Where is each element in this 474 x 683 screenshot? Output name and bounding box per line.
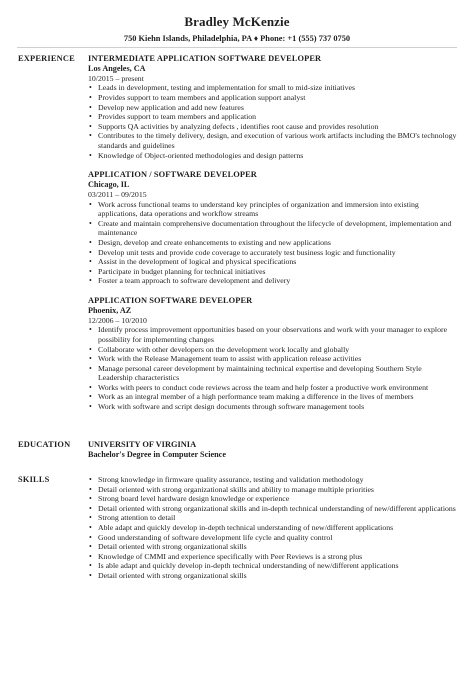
job-entry bbox=[88, 54, 458, 160]
skills-list bbox=[88, 475, 458, 581]
education-heading: EDUCATION bbox=[18, 440, 71, 449]
skill-item: • Detail oriented with strong organizational skills and ability to manage multiple priorities bbox=[88, 485, 458, 495]
job-location: Phoenix, AZ bbox=[88, 305, 132, 315]
job-entry bbox=[88, 170, 458, 286]
job-title: INTERMEDIATE APPLICATION SOFTWARE DEVELOPER bbox=[88, 54, 322, 63]
skill-item: • Detail oriented with strong organizational skills bbox=[88, 571, 458, 581]
skill-item: • Good understanding of software development life cycle and quality control bbox=[88, 533, 458, 543]
job-bullet: • Develop new application and add new features bbox=[88, 103, 458, 113]
skill-item: • Detail oriented with strong organizational skills bbox=[88, 542, 458, 552]
skill-item: • Is able adapt and quickly develop in-depth technical understanding of new/different applications bbox=[88, 561, 458, 571]
job-bullets bbox=[88, 325, 458, 411]
skills-heading: SKILLS bbox=[18, 475, 50, 484]
job-bullet: • Works with peers to conduct code reviews across the team and help foster a productive work environment bbox=[88, 383, 458, 393]
job-entry bbox=[88, 296, 458, 412]
skill-item: • Strong knowledge in firmware quality assurance, testing and validation methodology bbox=[88, 475, 458, 485]
job-bullet: • Develop unit tests and provide code coverage to accurately test business logic and functionality bbox=[88, 248, 458, 258]
job-location: Chicago, IL bbox=[88, 180, 130, 190]
degree-name: Bachelor's Degree in Computer Science bbox=[88, 450, 226, 459]
header-divider bbox=[17, 47, 457, 48]
skill-item: • Strong board level hardware design knowledge or experience bbox=[88, 494, 458, 504]
job-bullet: • Foster a team approach to software development and delivery bbox=[88, 276, 458, 286]
job-bullet: • Supports QA activities by analyzing defects , identifies root cause and provides resolution bbox=[88, 122, 458, 132]
skill-item: • Knowledge of CMMI and experience specifically with Peer Reviews is a strong plus bbox=[88, 552, 458, 562]
experience-body bbox=[88, 54, 458, 412]
job-location: Los Angeles, CA bbox=[88, 64, 146, 73]
contact-line: 750 Kiehn Islands, Philadelphia, PA ♦ Phone: +1 (555) 737 0750 bbox=[123, 34, 351, 43]
job-bullet: • Provides support to team members and application support analyst bbox=[88, 93, 458, 103]
experience-heading: EXPERIENCE bbox=[18, 54, 75, 63]
job-bullets bbox=[88, 83, 458, 160]
education-body bbox=[88, 440, 458, 460]
job-title: APPLICATION / SOFTWARE DEVELOPER bbox=[88, 170, 257, 180]
job-bullet: • Leads in development, testing and implementation for small to mid-size initiatives bbox=[88, 83, 458, 93]
candidate-name: Bradley McKenzie bbox=[184, 14, 290, 29]
skill-item: • Able adapt and quickly develop in-depth technical understanding of new/different applications bbox=[88, 523, 458, 533]
job-bullet: • Assist in the development of logical and physical specifications bbox=[88, 257, 458, 267]
job-bullet: • Participate in budget planning for technical initiatives bbox=[88, 267, 458, 277]
job-dates: 03/2011 – 09/2015 bbox=[88, 190, 147, 200]
job-bullet: • Work across functional teams to understand key principles of organization and immersion into existing applications, data operations and workflow streams bbox=[88, 200, 458, 219]
job-bullet: • Contributes to the timely delivery, design, and execution of various work artifacts including the BMO's technology standards and guidelines bbox=[88, 131, 458, 150]
job-bullet: • Manage personal career development by maintaining technical expertise and developing Southern Style Leadership characteristics bbox=[88, 364, 458, 383]
job-dates: 10/2015 – present bbox=[88, 74, 144, 83]
job-bullet: • Identify process improvement opportunities based on your observations and work with your manager to explore possibility for implementing changes bbox=[88, 325, 458, 344]
skills-body bbox=[88, 475, 458, 581]
job-bullet: • Provides support to team members and application bbox=[88, 112, 458, 122]
job-bullet: • Work with the Release Management team to assist with application release activities bbox=[88, 354, 458, 364]
job-bullet: • Collaborate with other developers on the development work locally and globally bbox=[88, 345, 458, 355]
skill-item: • Strong attention to detail bbox=[88, 513, 458, 523]
job-bullet: • Knowledge of Object-oriented methodologies and design patterns bbox=[88, 151, 458, 161]
job-bullet: • Create and maintain comprehensive documentation throughout the lifecycle of development, implementation and maintenance bbox=[88, 219, 458, 238]
job-bullet: • Work with software and script design documents through software management tools bbox=[88, 402, 458, 412]
job-bullets bbox=[88, 200, 458, 286]
job-title: APPLICATION SOFTWARE DEVELOPER bbox=[88, 295, 253, 305]
job-dates: 12/2006 – 10/2010 bbox=[88, 315, 147, 325]
school-name: UNIVERSITY OF VIRGINIA bbox=[88, 440, 197, 449]
job-bullet: • Work as an integral member of a high performance team making a difference in the lives of members bbox=[88, 392, 458, 402]
job-bullet: • Design, develop and create enhancements to existing and new applications bbox=[88, 238, 458, 248]
skill-item: • Detail oriented with strong organizational skills and in-depth technical understanding of new/different applications bbox=[88, 504, 458, 514]
